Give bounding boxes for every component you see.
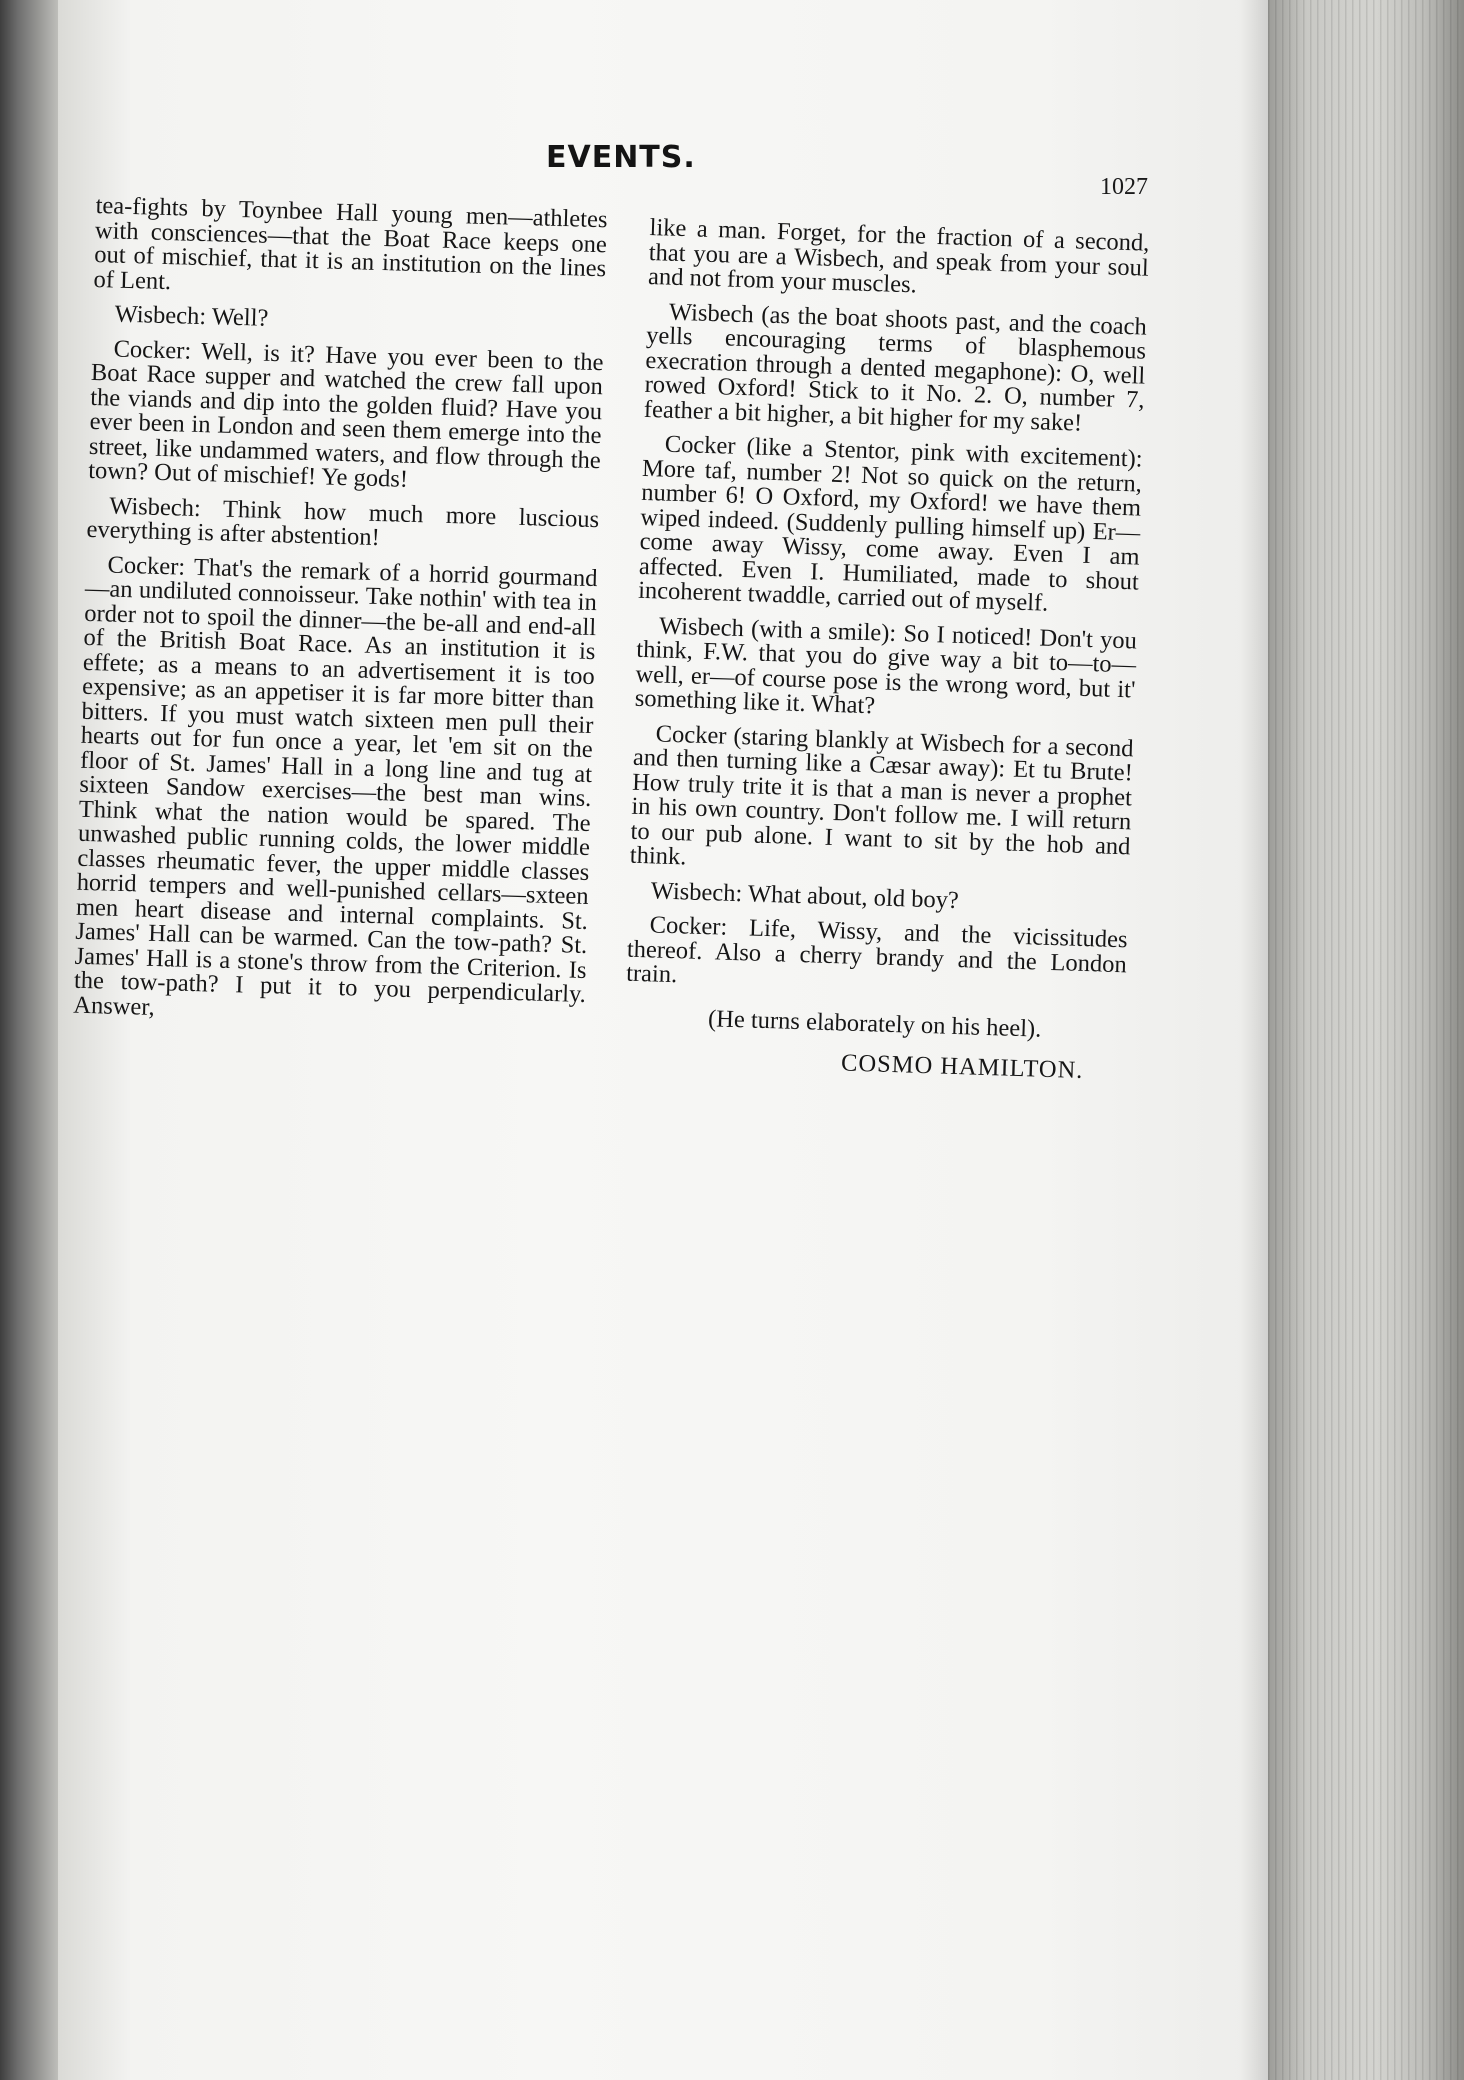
- right-column: [623, 216, 1150, 1095]
- paragraph: Cocker: Life, Wissy, and the vicissitudes thereof. Also a cherry brandy and the London train.: [625, 911, 1128, 989]
- paragraph: Wisbech: What about, old boy?: [650, 876, 960, 914]
- paragraph: Cocker: Well, is it? Have you ever been to the Boat Race supper and watched the crew fall upon the viands and dip into the golden fluid? Have you ever been in London and seen them emerge into the street, like undammed waters, and flow through the town? Out of mischief! Ye gods!: [87, 335, 604, 493]
- running-head: EVENTS.: [546, 140, 696, 175]
- paragraph: Wisbech (with a smile): So I noticed! Don't you think, F.W. that you do give way a bit to—to—well, er—of course pose is the wrong word, but it' something like it. What?: [634, 611, 1138, 720]
- page-stack-edges: [1268, 0, 1464, 2080]
- paragraph: like a man. Forget, for the fraction of a second, that you are a Wisbech, and speak from your soul and not from your muscles.: [647, 214, 1150, 299]
- paragraph: tea-fights by Toynbee Hall young men—athletes with consciences—that the Boat Race keeps one out of mischief, that it is an institution on the lines of Lent.: [93, 192, 608, 295]
- paragraph: Cocker (like a Stentor, pink with excitement): More taf, number 2! Not so quick on the return, number 6! O Oxford, my Oxford! we have them wiped indeed. (Suddenly pulling himself up) Er—come away Wissy, come away. Even I am affected. Even I. Humiliated, made to shout incoherent twaddle, carried out of myself.: [637, 430, 1144, 617]
- paragraph: Cocker (staring blankly at Wisbech for a second and then turning like a Cæsar away): Et tu Brute! How truly trite it is that a man is never a prophet in his own country. Don't follow me. I will return to our pub alone. I want to sit by the hob and think.: [629, 719, 1134, 871]
- paragraph: Wisbech: Well?: [114, 300, 269, 332]
- book-gutter-left: [0, 0, 62, 2080]
- paragraph: Cocker: That's the remark of a horrid gourmand—an undiluted connoisseur. Take nothin' with tea in order not to spoil the dinner—the be-all and end-all of the British Boat Race. As an institution it is effete; as a means to an advertisement it is too expensive; as an appetiser it is far more bitter than bitters. If you must watch sixteen men pull their hearts out for fun once a year, let 'em sit on the floor of St. James' Hall in a long line and tug at sixteen Sandow exercises—the best man wins. Think what the nation would be spared. The unwashed public running colds, the lower middle classes rheumatic fever, the upper middle classes horrid tempers and well-punished cellars—sxteen men heart disease and internal complaints. St. James' Hall can be warmed. Can the tow-path? St. James' Hall is a stone's throw from the Criterion. Is the tow-path? I put it to you perpendicularly. Answer,: [72, 550, 598, 1021]
- stage-direction: (He turns elaborately on his heel).: [707, 1004, 1042, 1043]
- page-number: 1027: [1100, 174, 1148, 200]
- left-column: [73, 194, 608, 1042]
- author-signature: COSMO HAMILTON.: [840, 1049, 1084, 1085]
- paragraph: Wisbech: Think how much more luscious everything is after abstention!: [86, 491, 600, 552]
- paragraph: Wisbech (as the boat shoots past, and the coach yells encouraging terms of blasphemous execration through a dented megaphone): O, well rowed Oxford! Stick to it No. 2. O, number 7, feather a bit higher, a bit higher for my sake!: [643, 298, 1148, 437]
